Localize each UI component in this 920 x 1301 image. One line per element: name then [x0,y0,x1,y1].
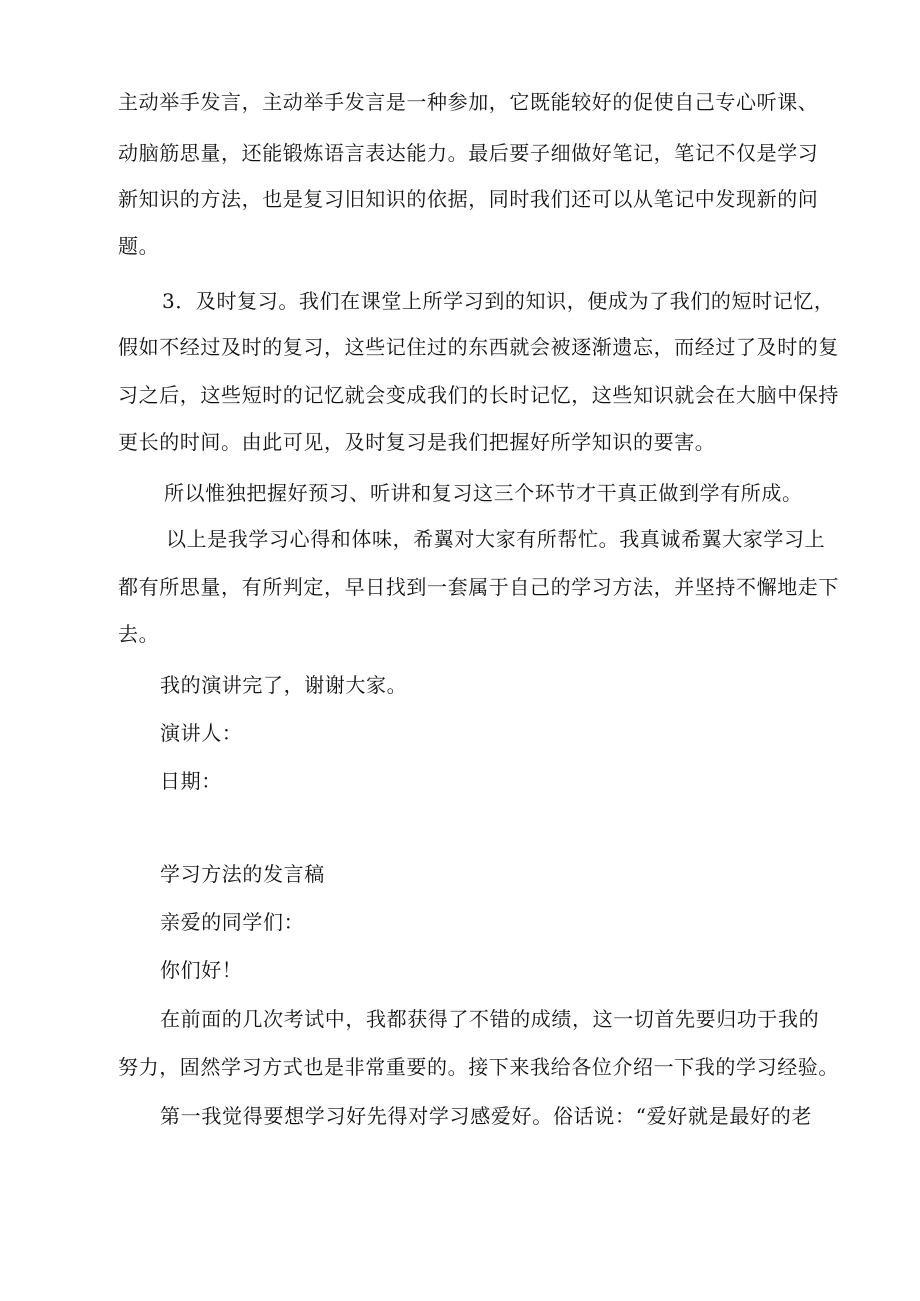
text-line: 主动举手发言，主动举手发言是一种参加，它既能较好的促使自己专心听课、 [118,90,819,114]
text-line: 动脑筋思量，还能锻炼语言表达能力。最后要子细做好笔记，笔记不仅是学习 [118,141,819,165]
section-title: 学习方法的发言稿 [160,862,325,886]
text-line: 亲爱的同学们： [160,910,305,934]
text-line: 我的演讲完了，谢谢大家。 [160,673,408,697]
text-line: 新知识的方法，也是复习旧知识的依据，同时我们还可以从笔记中发现新的问 [118,187,819,211]
text-line: 都有所思量，有所判定，早日找到一套属于自己的学习方法，并坚持不懈地走下 [118,575,839,599]
text-line: 题。 [118,234,160,258]
text-line: 更长的时间。由此可见，及时复习是我们把握好所学知识的要害。 [118,430,716,454]
text-line: 努力，固然学习方式也是非常重要的。接下来我给各位介绍一下我的学习经验。 [118,1055,839,1079]
text-line: 假如不经过及时的复习，这些记住过的东西就会被逐渐遗忘，而经过了及时的复 [118,335,839,359]
text-line: 所以惟独把握好预习、听讲和复习这三个环节才干真正做到学有所成。 [164,481,803,505]
text-line: 习之后，这些短时的记忆就会变成我们的长时记忆，这些知识就会在大脑中保持 [118,383,839,407]
text-line: 去。 [118,622,160,646]
text-line: 你们好！ [160,958,243,982]
text-line: 以上是我学习心得和体味，希翼对大家有所帮忙。我真诚希翼大家学习上 [166,527,826,551]
signature-label: 演讲人： [160,721,243,745]
text-line: 第一我觉得要想学习好先得对学习感爱好。俗话说：“爱好就是最好的老 [160,1104,812,1128]
text-line: 3．及时复习。我们在课堂上所学习到的知识，便成为了我们的短时记忆， [162,289,835,313]
text-line: 在前面的几次考试中，我都获得了不错的成绩，这一切首先要归功于我的 [160,1007,820,1031]
date-label: 日期： [160,769,222,793]
